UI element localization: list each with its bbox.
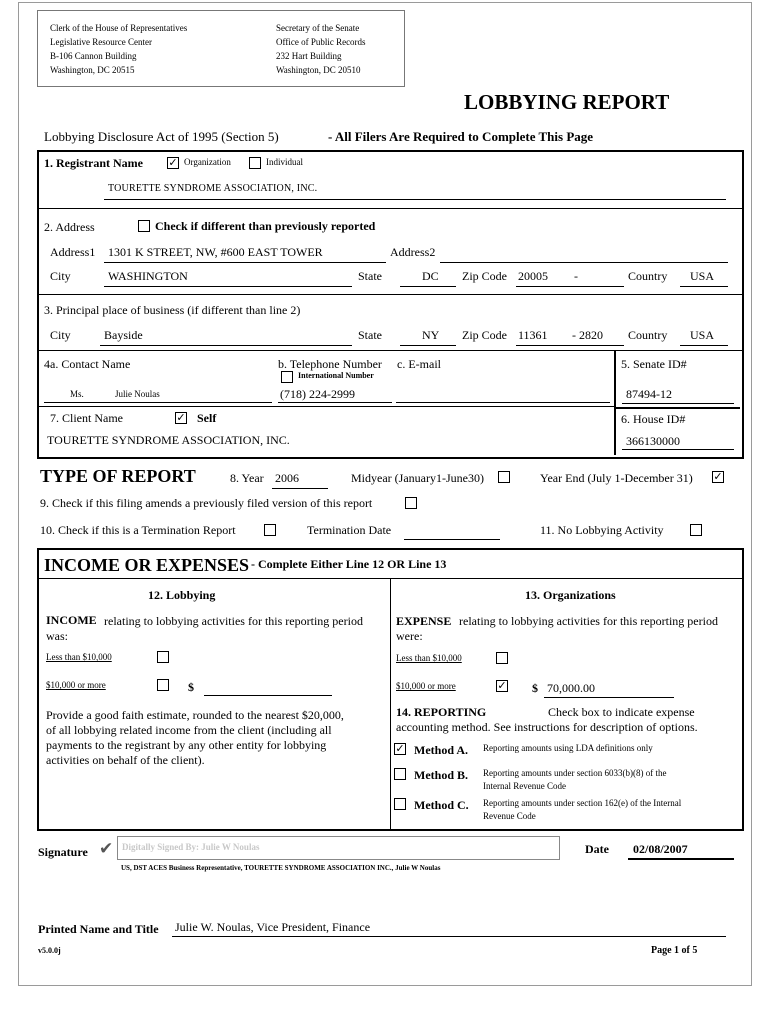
senate-address-line-1: Secretary of the Senate — [276, 23, 360, 33]
method-b-description: Internal Revenue Code — [483, 781, 566, 791]
contact-name-field[interactable]: Julie Noulas — [115, 389, 160, 399]
field-underline — [44, 402, 272, 403]
field-underline — [680, 286, 728, 287]
method-a-description: Reporting amounts using LDA definitions only — [483, 743, 653, 753]
address-label: 2. Address — [44, 220, 95, 234]
no-lobbying-label: 11. No Lobbying Activity — [540, 523, 664, 537]
expense-text: relating to lobbying activities for this reporting period — [459, 614, 718, 628]
individual-checkbox[interactable] — [249, 157, 261, 169]
mailing-addresses-box — [37, 10, 405, 87]
divider — [39, 294, 742, 295]
reporting-text-continued: accounting method. See instructions for description of options. — [396, 720, 698, 734]
method-b-checkbox[interactable] — [394, 768, 406, 780]
senate-id-field[interactable]: 87494-12 — [626, 387, 672, 401]
termination-checkbox[interactable] — [264, 524, 276, 536]
field-underline — [628, 858, 734, 860]
principal-city-field[interactable]: Bayside — [104, 328, 143, 342]
telephone-field[interactable]: (718) 224-2999 — [280, 387, 355, 401]
page-number: Page 1 of 5 — [651, 945, 698, 956]
income-more-checkbox[interactable] — [157, 679, 169, 691]
no-lobbying-checkbox[interactable] — [690, 524, 702, 536]
house-address-line-2: Legislative Resource Center — [50, 37, 152, 47]
address1-label: Address1 — [50, 245, 96, 259]
senate-address-line-4: Washington, DC 20510 — [276, 65, 361, 75]
amend-label: 9. Check if this filing amends a previously filed version of this report — [40, 496, 373, 510]
signature-value: Digitally Signed By: Julie W Noulas — [122, 842, 260, 852]
senate-address-line-3: 232 Hart Building — [276, 51, 342, 61]
report-title: LOBBYING REPORT — [464, 90, 670, 114]
method-a-checkbox[interactable]: ✓ — [395, 742, 405, 755]
field-underline — [400, 286, 456, 287]
field-underline — [680, 345, 728, 346]
zip-field[interactable]: 20005 — [518, 269, 548, 283]
principal-country-label: Country — [628, 328, 668, 342]
organizations-title: 13. Organizations — [525, 588, 616, 602]
address1-field[interactable]: 1301 K STREET, NW, #600 EAST TOWER — [108, 245, 323, 259]
estimate-line-3: payments to the registrant by any other entity for lobbying — [46, 738, 327, 752]
reporting-text: Check box to indicate expense — [548, 705, 695, 719]
expense-less-label: Less than $10,000 — [396, 653, 462, 663]
field-underline — [104, 286, 352, 287]
city-field[interactable]: WASHINGTON — [108, 269, 188, 283]
field-underline — [516, 345, 624, 346]
midyear-checkbox[interactable] — [498, 471, 510, 483]
senate-id-label: 5. Senate ID# — [621, 357, 687, 371]
field-underline — [396, 402, 610, 403]
expense-more-label: $10,000 or more — [396, 681, 456, 691]
termination-date-label: Termination Date — [307, 523, 392, 537]
zip-label: Zip Code — [462, 269, 507, 283]
house-address-line-3: B-106 Cannon Building — [50, 51, 137, 61]
income-less-checkbox[interactable] — [157, 651, 169, 663]
address-changed-label: Check if different than previously reported — [155, 219, 376, 233]
act-required-line: - All Filers Are Required to Complete This Page — [328, 129, 594, 144]
expense-more-checkbox[interactable]: ✓ — [497, 679, 507, 692]
email-label: c. E-mail — [397, 357, 441, 371]
divider — [39, 350, 742, 351]
house-id-label: 6. House ID# — [621, 412, 686, 426]
field-underline — [622, 403, 734, 404]
estimate-line-1: Provide a good faith estimate, rounded to the nearest $20,000, — [46, 708, 344, 722]
contact-label: 4a. Contact Name — [44, 357, 131, 371]
principal-state-label: State — [358, 328, 382, 342]
divider — [39, 406, 614, 407]
income-text-continued: was: — [46, 629, 68, 643]
field-underline — [272, 488, 328, 489]
termination-label: 10. Check if this is a Termination Report — [40, 523, 236, 537]
house-address-line-4: Washington, DC 20515 — [50, 65, 135, 75]
state-field[interactable]: DC — [422, 269, 439, 283]
principal-country-field[interactable]: USA — [690, 328, 715, 342]
registrant-label: 1. Registrant Name — [44, 156, 143, 170]
senate-address-line-2: Office of Public Records — [276, 37, 366, 47]
type-of-report-heading: TYPE OF REPORT — [40, 466, 196, 486]
version-label: v5.0.0j — [38, 946, 61, 955]
telephone-label: b. Telephone Number — [278, 357, 382, 371]
midyear-label: Midyear (January1-June30) — [351, 471, 484, 485]
international-number-label: International Number — [298, 371, 374, 380]
principal-city-label: City — [50, 328, 71, 342]
signature-caption: US, DST ACES Business Representative, TOURETTE SYNDROME ASSOCIATION INC., Julie W Noulas — [121, 864, 441, 872]
id-column-divider — [614, 407, 740, 409]
field-underline — [104, 262, 386, 263]
printed-name-field[interactable]: Julie W. Noulas, Vice President, Finance — [175, 920, 371, 934]
printed-name-label: Printed Name and Title — [38, 922, 159, 936]
yearend-label: Year End (July 1-December 31) — [540, 471, 693, 485]
year-label: 8. Year — [230, 471, 264, 485]
organization-checkbox[interactable]: ✓ — [168, 156, 178, 169]
client-name-field[interactable]: TOURETTE SYNDROME ASSOCIATION, INC. — [47, 433, 290, 447]
method-c-checkbox[interactable] — [394, 798, 406, 810]
expense-dollar-sign: $ — [532, 681, 538, 695]
address-changed-checkbox[interactable] — [138, 220, 150, 232]
method-b-description: Reporting amounts under section 6033(b)(8) of the — [483, 768, 667, 778]
field-underline — [278, 402, 392, 403]
international-number-checkbox[interactable] — [281, 371, 293, 383]
country-field[interactable]: USA — [690, 269, 715, 283]
field-underline — [172, 936, 726, 937]
client-label: 7. Client Name — [50, 411, 123, 425]
method-c-description: Revenue Code — [483, 811, 536, 821]
expense-less-checkbox[interactable] — [496, 652, 508, 664]
expense-word: EXPENSE — [396, 614, 452, 628]
principal-label: 3. Principal place of business (if different than line 2) — [44, 303, 301, 317]
contact-prefix[interactable]: Ms. — [70, 389, 84, 399]
signature-check-icon: ✔ — [99, 839, 114, 859]
year-field[interactable]: 2006 — [275, 471, 299, 485]
method-b-label: Method B. — [414, 768, 468, 782]
date-label: Date — [585, 842, 609, 856]
estimate-line-2: of all lobbying related income from the client (including all — [46, 723, 332, 737]
divider — [39, 208, 742, 209]
address2-label: Address2 — [390, 245, 436, 259]
field-underline — [516, 286, 624, 287]
income-less-label: Less than $10,000 — [46, 652, 112, 662]
column-divider — [390, 579, 391, 829]
income-more-label: $10,000 or more — [46, 680, 106, 690]
registrant-name-field[interactable]: TOURETTE SYNDROME ASSOCIATION, INC. — [108, 183, 318, 194]
income-expenses-subheading: - Complete Either Line 12 OR Line 13 — [251, 557, 447, 571]
lobbying-title: 12. Lobbying — [148, 588, 216, 602]
method-c-description: Reporting amounts under section 162(e) of the Internal — [483, 798, 682, 808]
self-label: Self — [197, 411, 217, 425]
house-address-line-1: Clerk of the House of Representatives — [50, 23, 188, 33]
date-field[interactable]: 02/08/2007 — [633, 842, 688, 856]
field-underline — [544, 697, 674, 698]
expense-text-continued: were: — [396, 629, 423, 643]
income-word: INCOME — [46, 613, 97, 627]
yearend-checkbox[interactable]: ✓ — [713, 470, 723, 483]
principal-zip-label: Zip Code — [462, 328, 507, 342]
self-checkbox[interactable]: ✓ — [176, 411, 186, 424]
expense-amount-field[interactable]: 70,000.00 — [547, 681, 595, 695]
field-underline — [204, 695, 332, 696]
principal-zip-field[interactable]: 11361 — [518, 328, 548, 342]
principal-state-field[interactable]: NY — [422, 328, 440, 342]
field-underline — [100, 345, 352, 346]
field-underline — [404, 539, 500, 540]
method-a-label: Method A. — [414, 743, 468, 757]
reporting-title: 14. REPORTING — [396, 705, 487, 719]
field-underline — [622, 449, 734, 450]
method-c-label: Method C. — [414, 798, 469, 812]
id-column-divider — [614, 351, 616, 455]
city-label: City — [50, 269, 71, 283]
country-label: Country — [628, 269, 668, 283]
zip-dash: - — [574, 269, 578, 283]
act-line: Lobbying Disclosure Act of 1995 (Section 5) — [44, 129, 279, 144]
signature-label: Signature — [38, 845, 88, 859]
state-label: State — [358, 269, 382, 283]
field-underline — [440, 262, 728, 263]
income-dollar-sign: $ — [188, 680, 194, 694]
field-underline — [104, 199, 726, 200]
house-id-field[interactable]: 366130000 — [626, 434, 680, 448]
individual-label: Individual — [266, 157, 303, 167]
income-expenses-heading: INCOME OR EXPENSES — [44, 555, 250, 575]
organization-label: Organization — [184, 157, 231, 167]
estimate-line-4: activities on behalf of the client). — [46, 753, 205, 767]
income-text: relating to lobbying activities for this reporting period — [104, 614, 363, 628]
field-underline — [400, 345, 456, 346]
amend-checkbox[interactable] — [405, 497, 417, 509]
principal-zip-ext[interactable]: - 2820 — [572, 328, 603, 342]
